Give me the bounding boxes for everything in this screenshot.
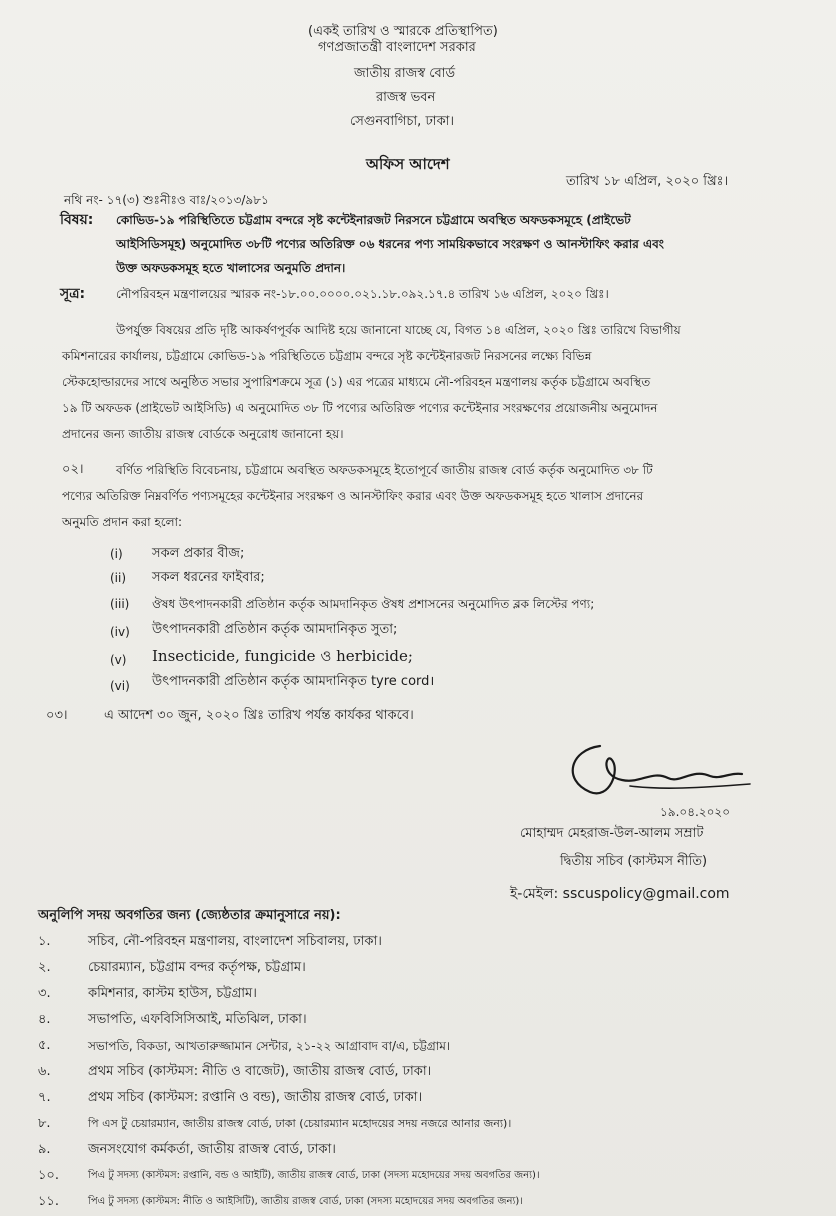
list-item: সচিব, নৌ-পরিবহন মন্ত্রণালয়, বাংলাদেশ সচিবালয়, ঢাকা।: [88, 934, 382, 949]
subject-line-3: উক্ত অফডকসমূহ হতে খালাসের অনুমতি প্রদান।: [116, 261, 346, 275]
signatory-name: মোহাম্মদ মেহরাজ-উল-আলম সম্রাট: [520, 826, 704, 841]
list-item: চেয়ারম্যান, চট্টগ্রাম বন্দর কর্তৃপক্ষ, চট্টগ্রাম।: [88, 960, 306, 975]
reference-label: সূত্র:: [60, 286, 86, 302]
header-line-1: (একই তারিখ ও স্মারকে প্রতিস্থাপিত): [308, 24, 498, 39]
list-item-number: ২.: [38, 960, 51, 975]
list-item: প্রথম সচিব (কাস্টমস: রপ্তানি ও বন্ড), জাতীয় রাজস্ব বোর্ড, ঢাকা।: [88, 1090, 423, 1105]
header-line-4: রাজস্ব ভবন: [376, 90, 436, 105]
list-item-marker: (ii): [110, 571, 127, 585]
list-item-number: ৫.: [38, 1038, 51, 1053]
list-item: উৎপাদনকারী প্রতিষ্ঠান কর্তৃক আমদানিকৃত tyre cord।: [152, 674, 435, 689]
signatory-email: ই-মেইল: sscuspolicy@gmail.com: [510, 886, 730, 902]
list-item: পি এস টু চেয়ারম্যান, জাতীয় রাজস্ব বোর্ড, ঢাকা (চেয়ারম্যান মহোদয়ের সদয় নজরে আনার জন্য)।: [88, 1117, 512, 1130]
list-item: পিএ টু সদস্য (কাস্টমস: রপ্তানি, বন্ড ও আইটি), জাতীয় রাজস্ব বোর্ড, ঢাকা (সদস্য মহোদয়ের সদয় অবগতির জন্য)।: [88, 1170, 540, 1181]
list-item: সকল প্রকার বীজ;: [152, 546, 245, 561]
list-item: জনসংযোগ কর্মকর্তা, জাতীয় রাজস্ব বোর্ড, ঢাকা।: [88, 1142, 336, 1157]
para1-line-3: স্টেকহোল্ডারদের সাথে অনুষ্ঠিত সভার সুপারিশক্রমে সূত্র (১) এর পত্রের মাধ্যমে নৌ-পরিবহন মন্ত্রণালয় কর্তৃক চট্টগ্রামে অবস্থিত: [62, 375, 651, 389]
list-item: Insecticide, fungicide ও herbicide;: [152, 647, 413, 665]
list-item: পিএ টু সদস্য (কাস্টমস: নীতি ও আইসিটি), জাতীয় রাজস্ব বোর্ড, ঢাকা (সদস্য মহোদয়ের সদয় অবগতির জন্য)।: [88, 1196, 523, 1207]
subject-line-1: কোভিড-১৯ পরিস্থিতিতে চট্টগ্রাম বন্দরে সৃষ্ট কন্টেইনারজট নিরসনে চট্টগ্রামে অবস্থিত অফডকসমূহে (প্রাইভেট: [116, 213, 631, 227]
list-item: সভাপতি, এফবিসিসিআই, মতিঝিল, ঢাকা।: [88, 1012, 307, 1027]
subject-label: বিষয়:: [60, 212, 94, 228]
list-item-number: ৬.: [38, 1064, 51, 1079]
para1-line-4: ১৯ টি অফডক (প্রাইভেট আইসিডি) এ অনুমোদিত ৩৮ টি পণ্যের অতিরিক্ত পণ্যের কন্টেইনার সংরক্ষণের প্রয়োজনীয় অনুমোদন: [62, 401, 658, 415]
document-title: অফিস আদেশ: [366, 155, 450, 173]
list-item-number: ৮.: [38, 1116, 51, 1131]
para1-line-2: কমিশনারের কার্যালয়, চট্টগ্রামে কোভিড-১৯ পরিস্থিতিতে চট্টগ্রাম বন্দরে সৃষ্ট কন্টেইনারজট নিরসনের লক্ষ্যে বিভিন্ন: [62, 349, 592, 363]
list-item-marker: (v): [110, 653, 127, 667]
list-item-marker: (i): [110, 547, 123, 561]
list-item-marker: (iv): [110, 625, 130, 639]
reference-text: নৌপরিবহন মন্ত্রণালয়ের স্মারক নং-১৮.০০.০০০০.০২১.১৮.০৯২.১৭.৪ তারিখ ১৬ এপ্রিল, ২০২০ খ্রিঃ।: [116, 287, 609, 301]
file-number: নথি নং- ১৭(৩) শুঃনীঃও বাঃ/২০১৩/৯৮১: [64, 193, 269, 207]
list-item-number: ১১.: [38, 1194, 60, 1209]
para3-text: এ আদেশ ৩০ জুন, ২০২০ খ্রিঃ তারিখ পর্যন্ত কার্যকর থাকবে।: [104, 708, 414, 723]
para2-line-3: অনুমতি প্রদান করা হলো:: [62, 515, 183, 529]
list-item: ঔষধ উৎপাদনকারী প্রতিষ্ঠান কর্তৃক আমদানিকৃত ঔষধ প্রশাসনের অনুমোদিত ব্লক লিস্টের পণ্য;: [152, 597, 595, 611]
list-item-number: ১০.: [38, 1168, 60, 1183]
signature-date: ১৯.০৪.২০২০: [660, 805, 731, 819]
document-date: তারিখ ১৮ এপ্রিল, ২০২০ খ্রিঃ।: [566, 174, 729, 189]
header-line-2: গণপ্রজাতন্ত্রী বাংলাদেশ সরকার: [318, 40, 476, 55]
para2-number: ০২।: [62, 462, 84, 477]
header-line-5: সেগুনবাগিচা, ঢাকা।: [350, 114, 455, 129]
list-item: উৎপাদনকারী প্রতিষ্ঠান কর্তৃক আমদানিকৃত সুতা;: [152, 622, 398, 637]
list-item: কমিশনার, কাস্টম হাউস, চট্টগ্রাম।: [88, 986, 257, 1001]
para1-line-5: প্রদানের জন্য জাতীয় রাজস্ব বোর্ডকে অনুরোধ জানানো হয়।: [62, 427, 344, 441]
list-item-marker: (vi): [110, 679, 130, 693]
handwritten-signature: [560, 740, 760, 800]
list-item-number: ১.: [38, 934, 51, 949]
para1-line-1: উপর্যুক্ত বিষয়ের প্রতি দৃষ্টি আকর্ষণপূর্বক আদিষ্ট হয়ে জানানো যাচ্ছে যে, বিগত ১৪ এপ্রিল, ২০২০ খ্রিঃ তারিখে বিভাগীয়: [116, 323, 681, 337]
list-item-number: ৭.: [38, 1090, 51, 1105]
para2-line-1: বর্ণিত পরিস্থিতি বিবেচনায়, চট্টগ্রামে অবস্থিত অফডকসমূহে ইতোপূর্বে জাতীয় রাজস্ব বোর্ড কর্তৃক অনুমোদিত ৩৮ টি: [116, 463, 653, 477]
copies-heading: অনুলিপি সদয় অবগতির জন্য (জ্যেষ্ঠতার ক্রমানুসারে নয়):: [38, 908, 341, 923]
signatory-designation: দ্বিতীয় সচিব (কাস্টমস নীতি): [560, 854, 708, 869]
header-line-3: জাতীয় রাজস্ব বোর্ড: [354, 66, 456, 81]
subject-line-2: আইসিডিসমূহ) অনুমোদিত ৩৮টি পণ্যের অতিরিক্ত ০৬ ধরনের পণ্য সাময়িকভাবে সংরক্ষণ ও আনস্টাফিং করার এবং: [116, 237, 664, 251]
list-item: সভাপতি, বিকডা, আখতারুজ্জামান সেন্টার, ২১-২২ আগ্রাবাদ বা/এ, চট্টগ্রাম।: [88, 1039, 451, 1053]
list-item-number: ৯.: [38, 1142, 51, 1157]
list-item-marker: (iii): [110, 597, 130, 611]
para3-number: ০৩।: [46, 708, 68, 723]
list-item-number: ৪.: [38, 1012, 51, 1027]
list-item: প্রথম সচিব (কাস্টমস: নীতি ও বাজেট), জাতীয় রাজস্ব বোর্ড, ঢাকা।: [88, 1064, 432, 1079]
list-item-number: ৩.: [38, 986, 51, 1001]
para2-line-2: পণ্যের অতিরিক্ত নিম্নবর্ণিত পণ্যসমূহের কন্টেইনার সংরক্ষণ ও আনস্টাফিং করার এবং উক্ত অফডকসমূহ হতে খালাস প্রদানের: [62, 489, 644, 503]
list-item: সকল ধরনের ফাইবার;: [152, 570, 265, 585]
